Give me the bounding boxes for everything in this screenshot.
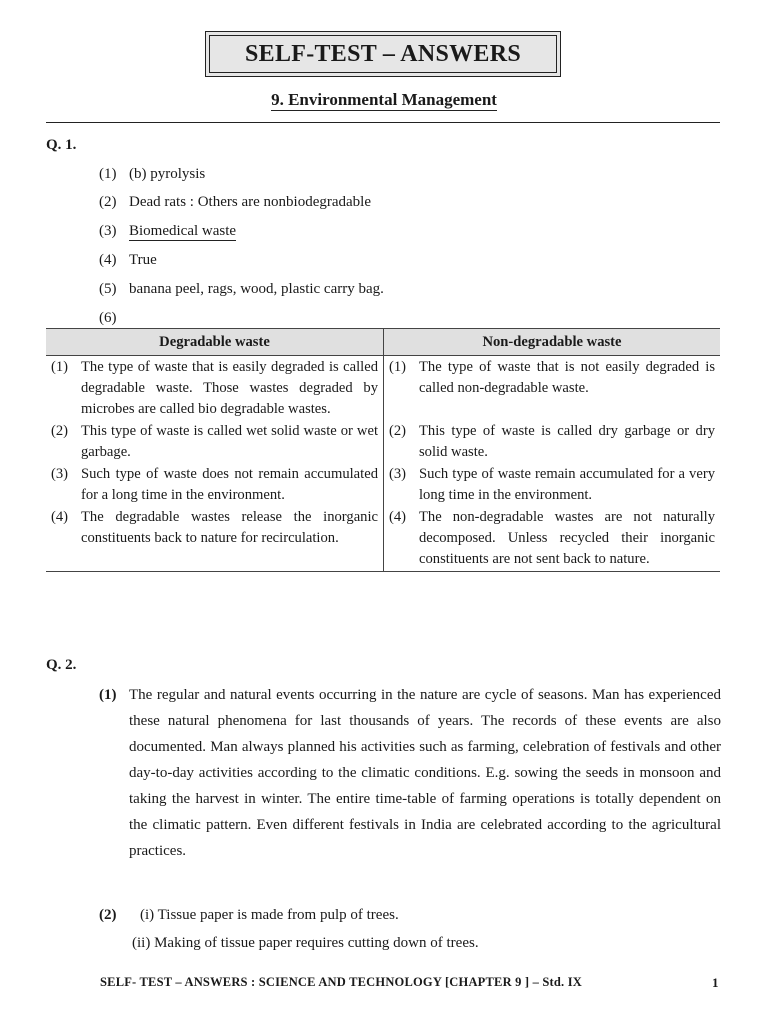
table-row <box>46 506 720 572</box>
table-cell: (1) The type of waste that is not easily degraded is called non-degradable waste. <box>389 359 715 396</box>
table-cell: (4) The degradable wastes release the inorganic constituents back to nature for recirculation. <box>46 506 384 572</box>
page-number: 1 <box>712 975 719 990</box>
answer-subitem: (i) Tissue paper is made from pulp of trees. <box>140 907 399 923</box>
question-label: Q. 1. <box>46 137 77 153</box>
table-row <box>46 463 720 506</box>
answer-subitem: (ii) Making of tissue paper requires cutting down of trees. <box>132 935 479 951</box>
table-cell: (1) The type of waste that is easily degraded is called degradable waste. Those wastes degraded by microbes are called bio degradable wastes. <box>46 356 384 421</box>
answer-paragraph: (1) The regular and natural events occurring in the nature are cycle of seasons. Man has experienced these natural phenomena for last thousands of years. The records of these events are also documented. Man always planned his activities such as farming, celebration of festivals and other day-to-day activities according to the climatic conditions. E.g. sowing the seeds in monsoon and taking the harvest in winter. The entire time-table of farming operations is totally dependent on the climatic pattern. Even different festivals in India are celebrated according to the agricultural practices. <box>99 687 721 859</box>
answer-item: (3) Biomedical waste <box>99 223 237 239</box>
answer-item: (1) (b) pyrolysis <box>99 166 206 182</box>
question-label: Q. 2. <box>46 657 77 673</box>
table-cell: (2) This type of waste is called dry garbage or dry solid waste. <box>389 423 715 460</box>
table-cell: (4) The non-degradable wastes are not naturally decomposed. Unless recycled their inorganic constituents are not sent back to nature. <box>384 506 721 572</box>
chapter-title: 9. Environmental Management <box>271 90 497 109</box>
page-title-box <box>205 31 561 77</box>
table-row <box>46 356 720 421</box>
page-footer: SELF- TEST – ANSWERS : SCIENCE AND TECHNOLOGY [CHAPTER 9 ] – Std. IX <box>100 975 582 989</box>
table-header-degradable: Degradable waste <box>46 329 384 356</box>
table-cell: (2) This type of waste is called wet solid waste or wet garbage. <box>46 420 384 463</box>
table-header-non-degradable: Non-degradable waste <box>384 329 721 356</box>
table-cell: (3) Such type of waste remain accumulated for a very long time in the environment. <box>389 466 715 503</box>
table-header-row <box>46 329 720 356</box>
answer-item: (4) True <box>99 252 157 268</box>
answer-item: (6) <box>99 310 117 326</box>
table-row <box>46 420 720 463</box>
waste-comparison-table <box>46 328 720 572</box>
divider <box>46 122 720 123</box>
table-cell: (3) Such type of waste does not remain accumulated for a long time in the environment. <box>46 463 384 506</box>
answer-item: (2) Dead rats : Others are nonbiodegradable <box>99 194 371 210</box>
page-title: SELF-TEST – ANSWERS <box>244 40 522 67</box>
answer-item: (5) banana peel, rags, wood, plastic carry bag. <box>99 281 384 297</box>
answer-number: (2) <box>99 907 117 923</box>
